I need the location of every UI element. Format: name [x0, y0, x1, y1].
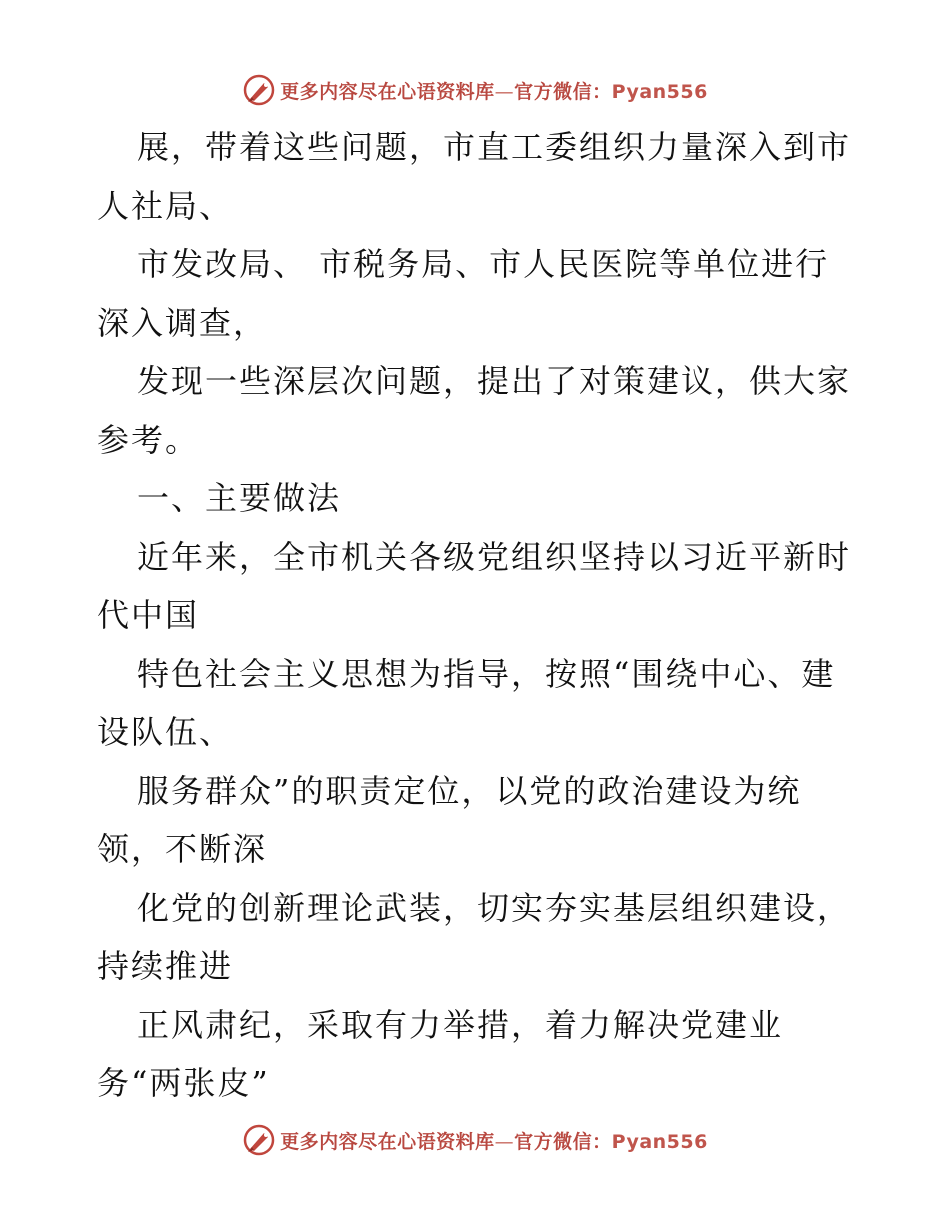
body-line: 领，不断深: [97, 830, 268, 868]
document-body: [97, 118, 857, 1113]
footer-watermark: [0, 1120, 950, 1160]
body-line: 服务群众”的职责定位，以党的政治建设为统: [137, 771, 802, 810]
body-line: 近年来，全市机关各级党组织坚持以习近平新时: [137, 537, 852, 576]
body-line: 展，带着这些问题，市直工委组织力量深入到市: [137, 128, 852, 166]
body-line: 特色社会主义思想为指导，按照“围绕中心、建: [137, 654, 836, 693]
header-watermark-text: [280, 77, 708, 104]
body-line: 化党的创新理论武装，切实夯实基层组织建设，: [137, 888, 852, 927]
footer-wechat-label: 官方微信：: [514, 1130, 612, 1153]
section-heading: 一、主要做法: [137, 479, 342, 517]
body-line: 市发改局、 市税务局、市人民医院等单位进行: [137, 245, 830, 283]
footer-brand-text: 更多内容尽在心语资料库: [280, 1130, 495, 1153]
body-line: 代中国: [97, 596, 200, 634]
header-watermark: [0, 70, 950, 110]
body-line: 人社局、: [97, 186, 234, 225]
footer-watermark-text: [280, 1127, 708, 1154]
footer-separator: —: [494, 1130, 515, 1153]
body-line: 发现一些深层次问题，提出了对策建议，供大家: [137, 362, 852, 400]
body-line: 深入调查，: [97, 303, 268, 342]
header-separator: —: [494, 80, 515, 103]
footer-wechat-id: Pyan556: [611, 1130, 708, 1153]
body-line: 正风肃纪，采取有力举措，着力解决党建业: [137, 1005, 784, 1044]
pen-logo-icon: [242, 73, 276, 107]
body-line: 参考。: [97, 420, 200, 459]
body-line: 设队伍、: [97, 713, 234, 751]
header-wechat-id: Pyan556: [611, 80, 708, 103]
body-line: 务“两张皮”: [97, 1064, 270, 1102]
pen-logo-icon: [242, 1123, 276, 1157]
header-brand-text: 更多内容尽在心语资料库: [280, 80, 495, 103]
header-wechat-label: 官方微信：: [514, 80, 612, 103]
body-line: 持续推进: [97, 947, 234, 985]
